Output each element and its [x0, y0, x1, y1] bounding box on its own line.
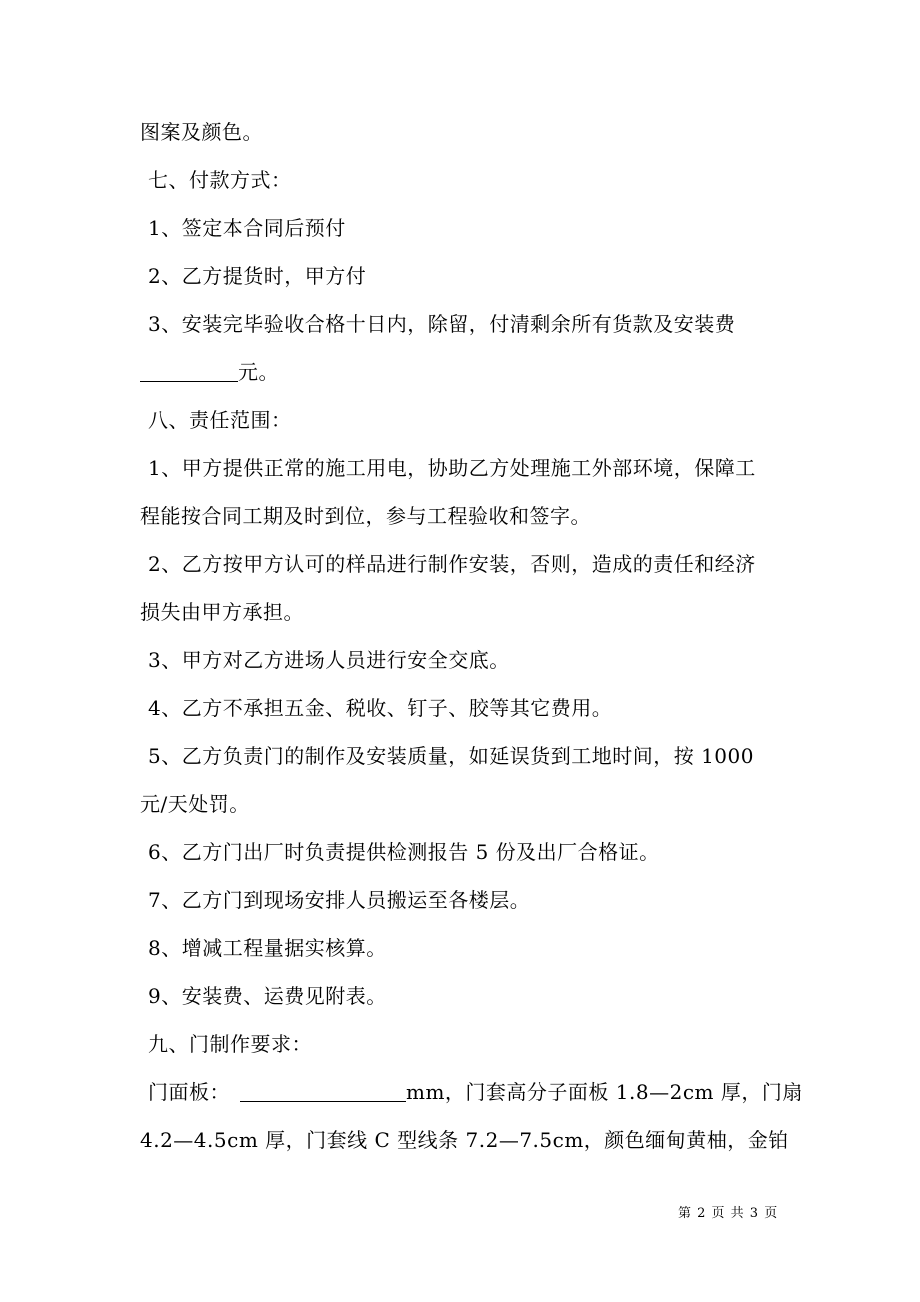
clause-resp-2-cont: 损失由甲方承担。 — [140, 600, 304, 624]
page-number: 第 2 页 共 3 页 — [678, 1206, 779, 1221]
text-door-panel-label: 门面板： — [148, 1080, 230, 1104]
clause-payment-1: 1、签定本合同后预付 — [148, 216, 346, 240]
text-line-1: 图案及颜色。 — [140, 120, 263, 144]
section-heading-responsibility: 八、责任范围： — [148, 408, 292, 432]
clause-resp-1-cont: 程能按合同工期及时到位，参与工程验收和签字。 — [140, 504, 591, 528]
clause-resp-4: 4、乙方不承担五金、税收、钉子、胶等其它费用。 — [148, 696, 613, 720]
document-body — [140, 108, 803, 1164]
clause-resp-8: 8、增减工程量据实核算。 — [148, 936, 387, 960]
clause-door-panel-cont: 4.2—4.5cm 厚，门套线 C 型线条 7.2—7.5cm，颜色缅甸黄柚，金铂 — [140, 1128, 789, 1152]
clause-resp-6: 6、乙方门出厂时负责提供检测报告 5 份及出厂合格证。 — [148, 840, 660, 864]
clause-resp-5: 5、乙方负责门的制作及安装质量，如延误货到工地时间，按 1000 — [148, 744, 754, 768]
clause-resp-2: 2、乙方按甲方认可的样品进行制作安装，否则，造成的责任和经济 — [148, 552, 756, 576]
clause-payment-3-cont — [140, 348, 800, 396]
clause-resp-1: 1、甲方提供正常的施工用电，协助乙方处理施工外部环境，保障工 — [148, 456, 756, 480]
clause-resp-3: 3、甲方对乙方进场人员进行安全交底。 — [148, 648, 510, 672]
clause-resp-7: 7、乙方门到现场安排人员搬运至各楼层。 — [148, 888, 531, 912]
clause-door-panel — [140, 1068, 803, 1116]
section-heading-payment: 七、付款方式： — [148, 168, 292, 192]
text-yuan: 元。 — [238, 360, 279, 384]
clause-resp-9: 9、安装费、运费见附表。 — [148, 984, 387, 1008]
text-door-panel-spec: mm，门套高分子面板 1.8—2cm 厚，门扇 — [406, 1080, 803, 1104]
fill-in-blank-amount — [140, 361, 238, 382]
section-heading-door-requirements: 九、门制作要求： — [148, 1032, 312, 1056]
clause-payment-3: 3、安装完毕验收合格十日内，除留，付清剩余所有货款及安装费 — [148, 312, 736, 336]
clause-resp-5-cont: 元/天处罚。 — [140, 792, 250, 816]
fill-in-blank-panel — [240, 1081, 406, 1102]
clause-payment-2: 2、乙方提货时，甲方付 — [148, 264, 367, 288]
